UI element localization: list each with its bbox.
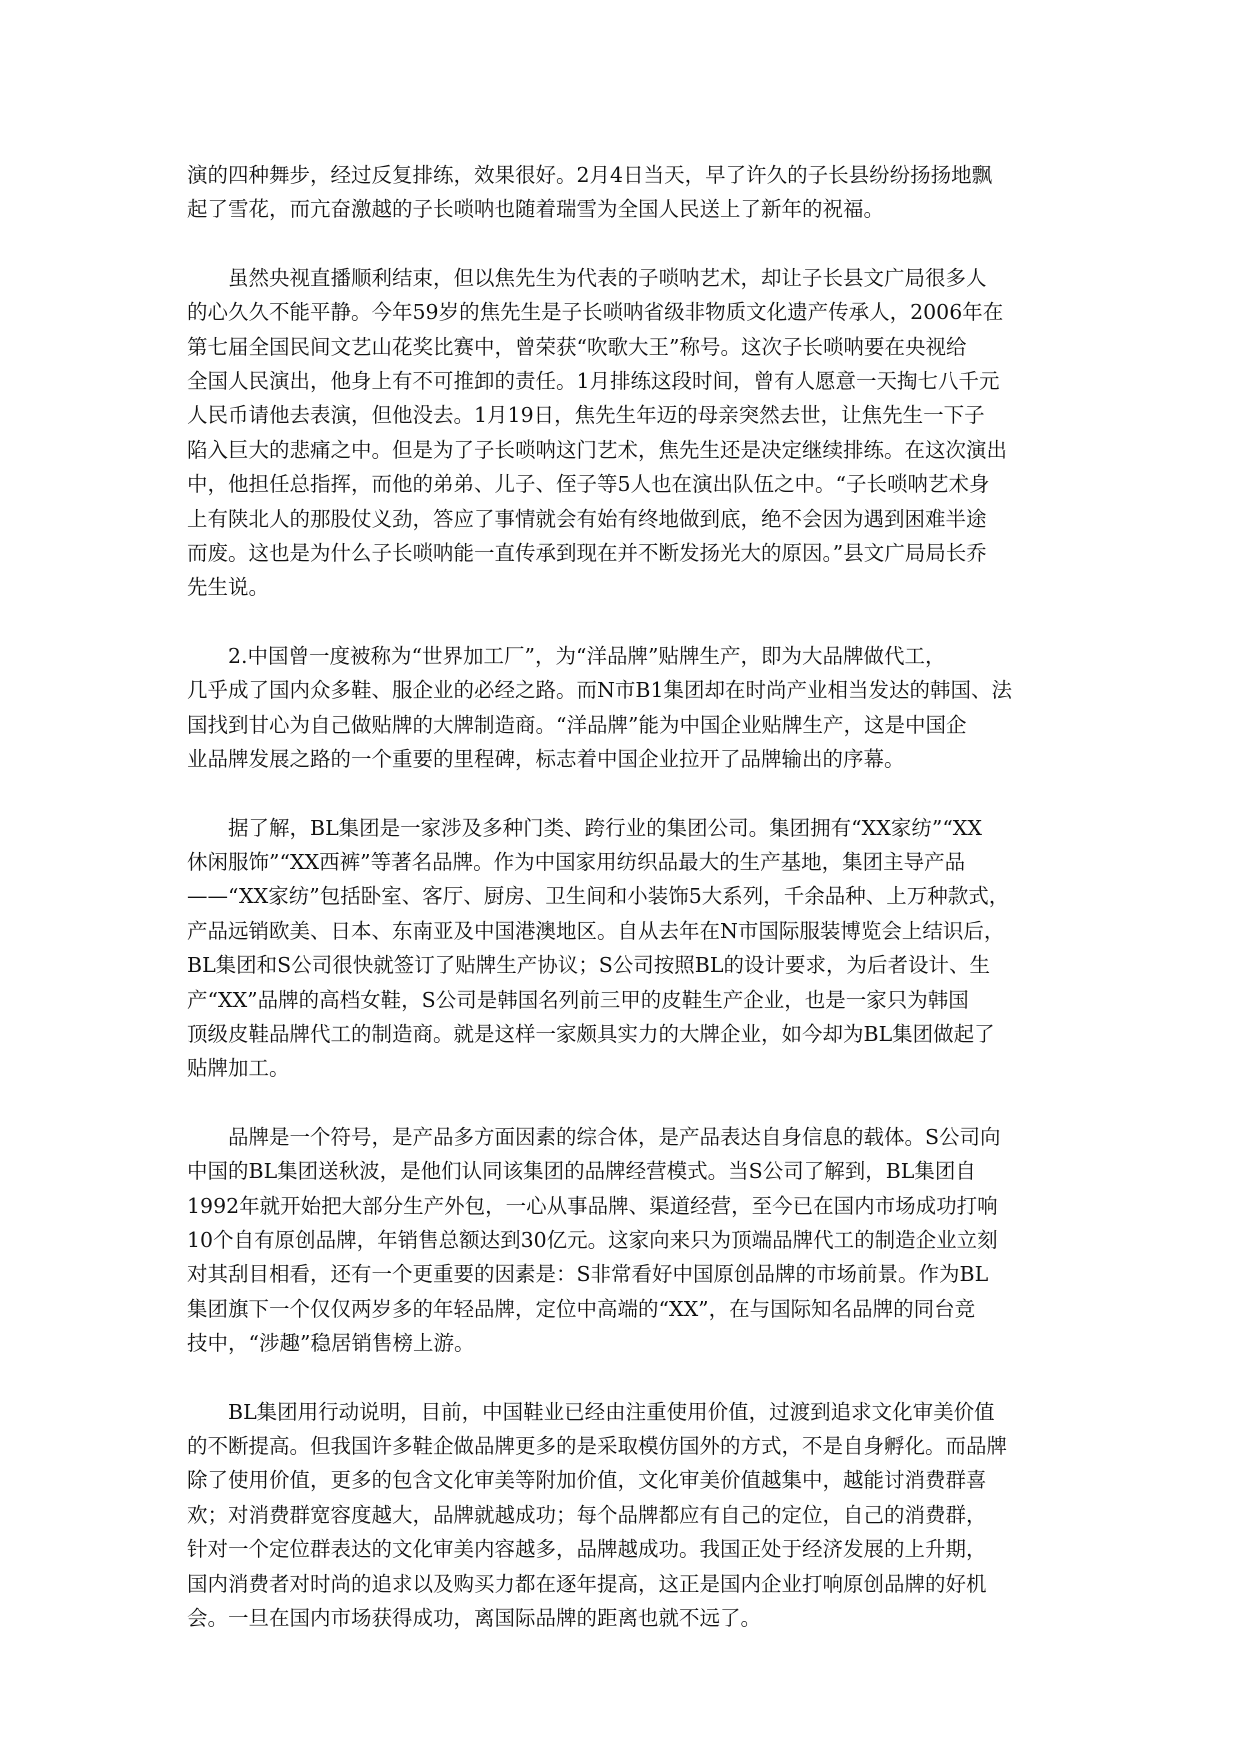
paragraph-line: 起了雪花，而亢奋激越的子长唢呐也随着瑞雪为全国人民送上了新年的祝福。: [187, 197, 884, 222]
paragraph-line: 对其刮目相看，还有一个更重要的因素是：S非常看好中国原创品牌的市场前景。作为BL: [187, 1262, 989, 1287]
paragraph-line: 人民币请他去表演，但他没去。1月19日，焦先生年迈的母亲突然去世，让焦先生一下子: [187, 403, 985, 428]
paragraph-line: 虽然央视直播顺利结束，但以焦先生为代表的子唢呐艺术，却让子长县文广局很多人: [228, 265, 987, 290]
paragraph-1: [187, 158, 1055, 227]
paragraph-line: 休闲服饰”“XX西裤”等著名品牌。作为中国家用纺织品最大的生产基地，集团主导产品: [187, 849, 966, 874]
paragraph-line: 除了使用价值，更多的包含文化审美等附加价值，文化审美价值越集中，越能讨消费群喜: [187, 1468, 987, 1493]
paragraph-3: [187, 639, 1055, 777]
paragraph-line: 产“XX”品牌的高档女鞋，S公司是韩国名列前三甲的皮鞋生产企业，也是一家只为韩国: [187, 987, 969, 1012]
paragraph-line: ——“XX家纺”包括卧室、客厅、厨房、卫生间和小装饰5大系列，千余品种、上万种款式，: [187, 884, 1010, 909]
paragraph-line: 演的四种舞步，经过反复排练，效果很好。2月4日当天，早了许久的子长县纷纷扬扬地飘: [187, 163, 993, 187]
paragraph-line: 会。一旦在国内市场获得成功，离国际品牌的距离也就不远了。: [187, 1606, 761, 1631]
paragraph-line: 2.中国曾一度被称为“世界加工厂”，为“洋品牌”贴牌生产，即为大品牌做代工，: [228, 643, 946, 668]
paragraph-line: 产品远销欧美、日本、东南亚及中国港澳地区。自从去年在N市国际服装博览会上结识后，: [187, 918, 1005, 943]
paragraph-line: BL集团用行动说明，目前，中国鞋业已经由注重使用价值，过渡到追求文化审美价值: [228, 1399, 995, 1424]
paragraph-2: [187, 261, 1055, 605]
paragraph-line: 贴牌加工。: [187, 1056, 290, 1081]
paragraph-line: 10个自有原创品牌，年销售总额达到30亿元。这家向来只为顶端品牌代工的制造企业立刻: [187, 1227, 998, 1252]
paragraph-line: 的不断提高。但我国许多鞋企做品牌更多的是采取模仿国外的方式，不是自身孵化。而品牌: [187, 1434, 1007, 1458]
paragraph-line: 而废。这也是为什么子长唢呐能一直传承到现在并不断发扬光大的原因。”县文广局局长乔: [187, 541, 987, 566]
document-body: [187, 158, 1055, 1669]
paragraph-line: 集团旗下一个仅仅两岁多的年轻品牌，定位中高端的“XX”，在与国际知名品牌的同台竞: [187, 1296, 976, 1321]
paragraph-line: 针对一个定位群表达的文化审美内容越多，品牌越成功。我国正处于经济发展的上升期，: [187, 1537, 987, 1562]
paragraph-line: 陷入巨大的悲痛之中。但是为了子长唢呐这门艺术，焦先生还是决定继续排练。在这次演出: [187, 437, 1007, 462]
paragraph-line: BL集团和S公司很快就签订了贴牌生产协议；S公司按照BL的设计要求，为后者设计、生: [187, 953, 990, 978]
paragraph-line: 国内消费者对时尚的追求以及购买力都在逐年提高，这正是国内企业打响原创品牌的好机: [187, 1571, 987, 1596]
paragraph-line: 技中，“涉趣”稳居销售榜上游。: [187, 1331, 475, 1356]
paragraph-line: 几乎成了国内众多鞋、服企业的必经之路。而N市B1集团却在时尚产业相当发达的韩国、法: [187, 678, 1013, 703]
paragraph-line: 先生说。: [187, 575, 269, 600]
paragraph-line: 顶级皮鞋品牌代工的制造商。就是这样一家颇具实力的大牌企业，如今却为BL集团做起了: [187, 1021, 995, 1046]
paragraph-6: [187, 1395, 1055, 1636]
paragraph-5: [187, 1120, 1055, 1361]
paragraph-line: 业品牌发展之路的一个重要的里程碑，标志着中国企业拉开了品牌输出的序幕。: [187, 747, 905, 772]
paragraph-line: 据了解，BL集团是一家涉及多种门类、跨行业的集团公司。集团拥有“XX家纺”“XX: [228, 815, 982, 840]
paragraph-4: [187, 811, 1055, 1086]
paragraph-line: 品牌是一个符号，是产品多方面因素的综合体，是产品表达自身信息的载体。S公司向: [228, 1124, 1001, 1149]
paragraph-line: 欢；对消费群宽容度越大，品牌就越成功；每个品牌都应有自己的定位，自己的消费群，: [187, 1502, 987, 1527]
paragraph-line: 全国人民演出，他身上有不可推卸的责任。1月排练这段时间，曾有人愿意一天掏七八千元: [187, 369, 1000, 394]
paragraph-line: 上有陕北人的那股仗义劲，答应了事情就会有始有终地做到底，绝不会因为遇到困难半途: [187, 506, 987, 531]
paragraph-line: 的心久久不能平静。今年59岁的焦先生是子长唢呐省级非物质文化遗产传承人，2006年在: [187, 300, 1004, 325]
paragraph-line: 1992年就开始把大部分生产外包，一心从事品牌、渠道经营，至今已在国内市场成功打响: [187, 1193, 998, 1218]
paragraph-line: 中国的BL集团送秋波，是他们认同该集团的品牌经营模式。当S公司了解到，BL集团自: [187, 1159, 976, 1184]
paragraph-line: 中，他担任总指挥，而他的弟弟、儿子、侄子等5人也在演出队伍之中。“子长唢呐艺术身: [187, 472, 990, 497]
paragraph-line: 国找到甘心为自己做贴牌的大牌制造商。“洋品牌”能为中国企业贴牌生产，这是中国企: [187, 712, 967, 737]
paragraph-line: 第七届全国民间文艺山花奖比赛中，曾荣获“吹歌大王”称号。这次子长唢呐要在央视给: [187, 334, 967, 359]
